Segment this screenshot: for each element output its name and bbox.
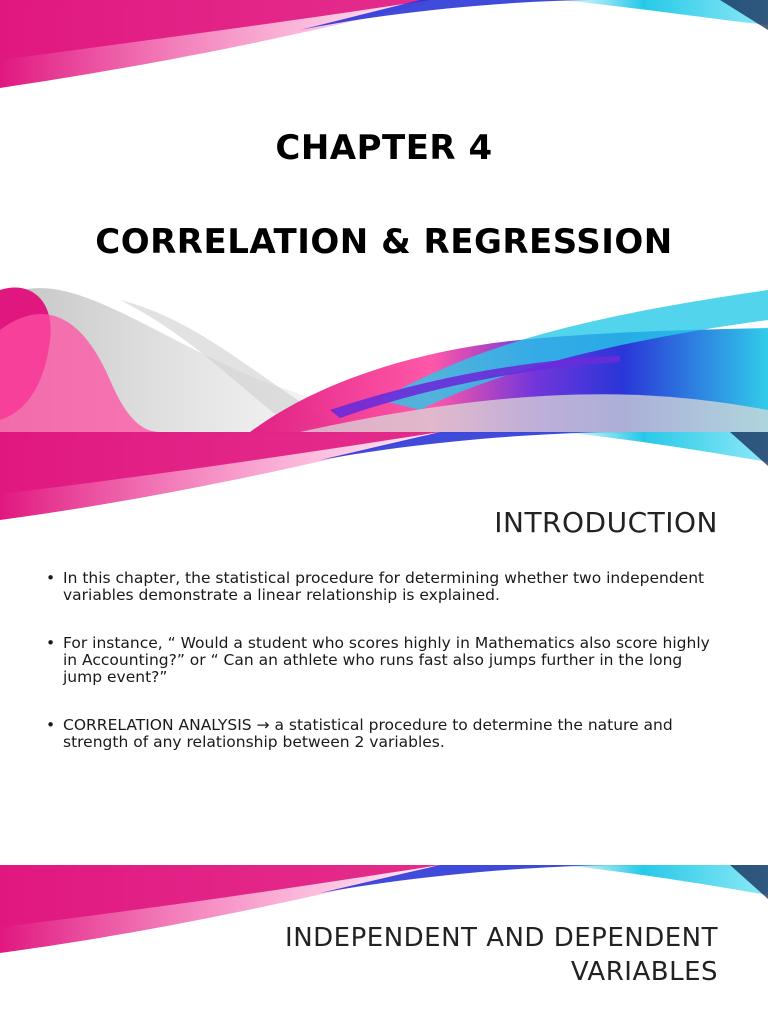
slide1-bottom-swoosh bbox=[0, 0, 768, 432]
bullet-list bbox=[46, 570, 726, 782]
bullet-text: CORRELATION ANALYSIS → a statistical procedure to determine the nature and strength of any relationship between 2 variables. bbox=[63, 716, 673, 751]
bullet-item bbox=[46, 635, 726, 686]
variables-slide bbox=[0, 865, 768, 1024]
section-heading: INTRODUCTION bbox=[494, 506, 718, 539]
bullet-text: In this chapter, the statistical procedure for determining whether two independent variables demonstrate a linear relationship is explained. bbox=[63, 569, 705, 604]
heading-line-2: VARIABLES bbox=[570, 957, 718, 987]
section-heading bbox=[285, 921, 718, 989]
bullet-icon: • bbox=[46, 716, 56, 734]
introduction-slide bbox=[0, 432, 768, 865]
chapter-subject: CORRELATION & REGRESSION bbox=[95, 222, 673, 262]
bullet-icon: • bbox=[46, 569, 56, 587]
chapter-title: CHAPTER 4 bbox=[275, 128, 493, 168]
bullet-text: For instance, “ Would a student who scores highly in Mathematics also score highly in Accounting?” or “ Can an athlete who runs fast also jumps further in the long jump event?” bbox=[63, 634, 710, 686]
bullet-item bbox=[46, 570, 726, 604]
heading-line-1: INDEPENDENT AND DEPENDENT bbox=[285, 923, 718, 953]
title-slide bbox=[0, 0, 768, 432]
bullet-item bbox=[46, 717, 726, 751]
bullet-icon: • bbox=[46, 634, 56, 652]
